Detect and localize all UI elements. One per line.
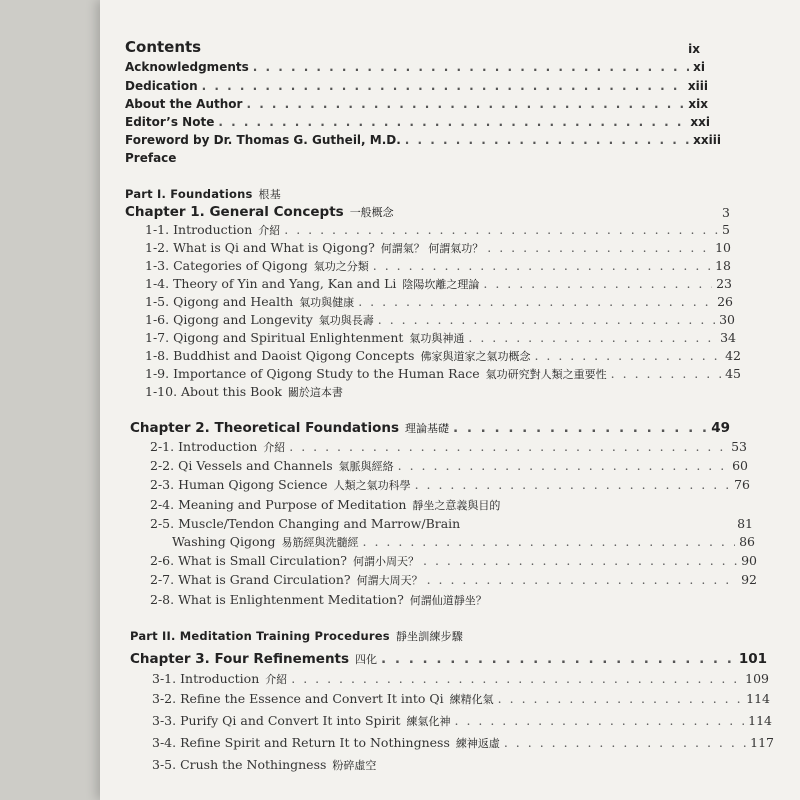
toc-title: About the Author <box>125 97 243 111</box>
contents-page-row <box>125 42 700 56</box>
dot-leader <box>487 240 711 255</box>
book-page <box>100 0 800 800</box>
dot-leader <box>218 115 686 129</box>
toc-row-3-3: 3-3. Purify Qi and Convert It into Spirit 練氣化神 . . . 114 <box>152 713 772 729</box>
toc-title: Preface <box>125 151 177 165</box>
dot-leader <box>483 276 712 291</box>
dot-leader <box>423 553 737 568</box>
dot-leader <box>291 671 741 686</box>
toc-title: Foreword by Dr. Thomas G. Gutheil, M.D. <box>125 133 401 147</box>
toc-row-3-2: 3-2. Refine the Essence and Convert It into Qi 練精化氣 . . . 114 <box>152 691 770 707</box>
toc-row-2-8: 2-8. What is Enlightenment Meditation? 何謂仙道靜坐？ <box>150 592 487 607</box>
chapter-1-page-row <box>125 205 730 220</box>
toc-title: Dedication <box>125 79 198 93</box>
dot-leader <box>358 294 713 309</box>
dot-leader <box>284 222 718 237</box>
chapter-2-heading: Chapter 2. Theoretical Foundations 理論基礎 . . . 49 <box>130 420 730 436</box>
toc-row-about-author <box>125 97 708 111</box>
toc-title: Acknowledgments <box>125 60 249 74</box>
chapter-3-page: 101 <box>738 651 767 667</box>
dot-leader <box>289 439 727 454</box>
dot-leader <box>253 60 689 74</box>
dot-leader <box>534 348 721 363</box>
toc-row-2-5-cont: Washing Qigong 易筋經與洗髓經 . . . 86 <box>172 534 755 550</box>
contents-page-number: ix <box>688 42 700 56</box>
toc-row-dedication <box>125 79 708 93</box>
toc-row-1-7: 1-7. Qigong and Spiritual Enlightenment 氣功與神通 . . . 34 <box>145 330 736 346</box>
toc-row-3-4: 3-4. Refine Spirit and Return It to Nothingness 練神返虛 . . . 117 <box>152 735 774 751</box>
dot-leader <box>415 477 731 492</box>
toc-row-preface <box>125 151 325 165</box>
part-2-heading: Part II. Meditation Training Procedures 靜坐訓練步驟 <box>130 629 464 643</box>
dot-leader <box>468 330 716 345</box>
dot-leader <box>363 534 736 549</box>
chapter-1-page: 3 <box>722 205 730 220</box>
toc-row-2-7: 2-7. What is Grand Circulation? 何謂大周天？ . . . 92 <box>150 572 757 588</box>
chapter-2-chinese: 理論基礎 <box>405 422 450 435</box>
chapter-1-chinese: 一般概念 <box>349 206 394 219</box>
toc-row-editors-note <box>125 115 710 129</box>
toc-row-2-3: 2-3. Human Qigong Science 人類之氣功科學 . . . 76 <box>150 477 750 493</box>
part-1-heading: Part I. Foundations 根基 <box>125 187 281 201</box>
toc-row-1-1: 1-1. Introduction 介紹 . . . 5 <box>145 222 730 238</box>
toc-row-1-3: 1-3. Categories of Qigong 氣功之分類 . . . 18 <box>145 258 731 274</box>
toc-page: xix <box>688 97 708 111</box>
dot-leader <box>427 572 738 587</box>
toc-row-1-9: 1-9. Importance of Qigong Study to the Human Race 氣功研究對人類之重要性 . . . 45 <box>145 366 741 382</box>
contents-heading: Contents <box>125 38 202 56</box>
dot-leader <box>455 713 745 728</box>
toc-page: xxi <box>690 115 710 129</box>
toc-row-3-1: 3-1. Introduction 介紹 . . . 109 <box>152 671 769 687</box>
dot-leader <box>405 133 689 147</box>
chapter-1-heading: Chapter 1. General Concepts 一般概念 <box>125 204 394 220</box>
dot-leader <box>246 97 684 111</box>
toc-row-1-8: 1-8. Buddhist and Daoist Qigong Concepts 佛家與道家之氣功概念 . . . 42 <box>145 348 741 364</box>
toc-row-1-2: 1-2. What is Qi and What is Qigong? 何謂氣？ 何謂氣功？ . . . 10 <box>145 240 731 256</box>
chapter-2-page: 49 <box>711 420 730 436</box>
toc-title: Editor’s Note <box>125 115 215 129</box>
dot-leader <box>611 366 721 381</box>
toc-row-1-4: 1-4. Theory of Yin and Yang, Kan and Li 陰陽坎離之理論 . . . 23 <box>145 276 732 292</box>
toc-row-3-5: 3-5. Crush the Nothingness 粉碎虛空 <box>152 757 377 772</box>
toc-row-1-10: 1-10. About this Book 關於這本書 <box>145 384 343 399</box>
part-2-chinese: 靜坐訓練步驟 <box>395 630 464 643</box>
part-1-chinese: 根基 <box>258 188 281 201</box>
dot-leader <box>453 420 707 436</box>
toc-row-2-4: 2-4. Meaning and Purpose of Meditation 靜坐之意義與目的 <box>150 497 501 512</box>
toc-row-2-5: 2-5. Muscle/Tendon Changing and Marrow/Brain 81 <box>150 516 753 531</box>
dot-leader <box>398 458 728 473</box>
dot-leader <box>381 651 735 667</box>
dot-leader <box>504 735 746 750</box>
toc-row-1-6: 1-6. Qigong and Longevity 氣功與長壽 . . . 30 <box>145 312 735 328</box>
toc-row-1-5: 1-5. Qigong and Health 氣功與健康 . . . 26 <box>145 294 733 310</box>
toc-page: xi <box>693 60 705 74</box>
toc-page: xxiii <box>693 133 721 147</box>
toc-page: xiii <box>687 79 708 93</box>
dot-leader <box>202 79 684 93</box>
chapter-3-heading: Chapter 3. Four Refinements 四化 . . . 101 <box>130 651 767 667</box>
toc-row-2-2: 2-2. Qi Vessels and Channels 氣脈與經絡 . . . 60 <box>150 458 748 474</box>
chapter-3-chinese: 四化 <box>355 653 378 666</box>
dot-leader <box>373 258 711 273</box>
dot-leader <box>498 691 742 706</box>
toc-row-2-6: 2-6. What is Small Circulation? 何謂小周天？ . . . 90 <box>150 553 757 569</box>
toc-row-acknowledgments <box>125 60 705 74</box>
toc-row-foreword <box>125 133 721 147</box>
dot-leader <box>378 312 715 327</box>
toc-row-2-1: 2-1. Introduction 介紹 . . . 53 <box>150 439 747 455</box>
